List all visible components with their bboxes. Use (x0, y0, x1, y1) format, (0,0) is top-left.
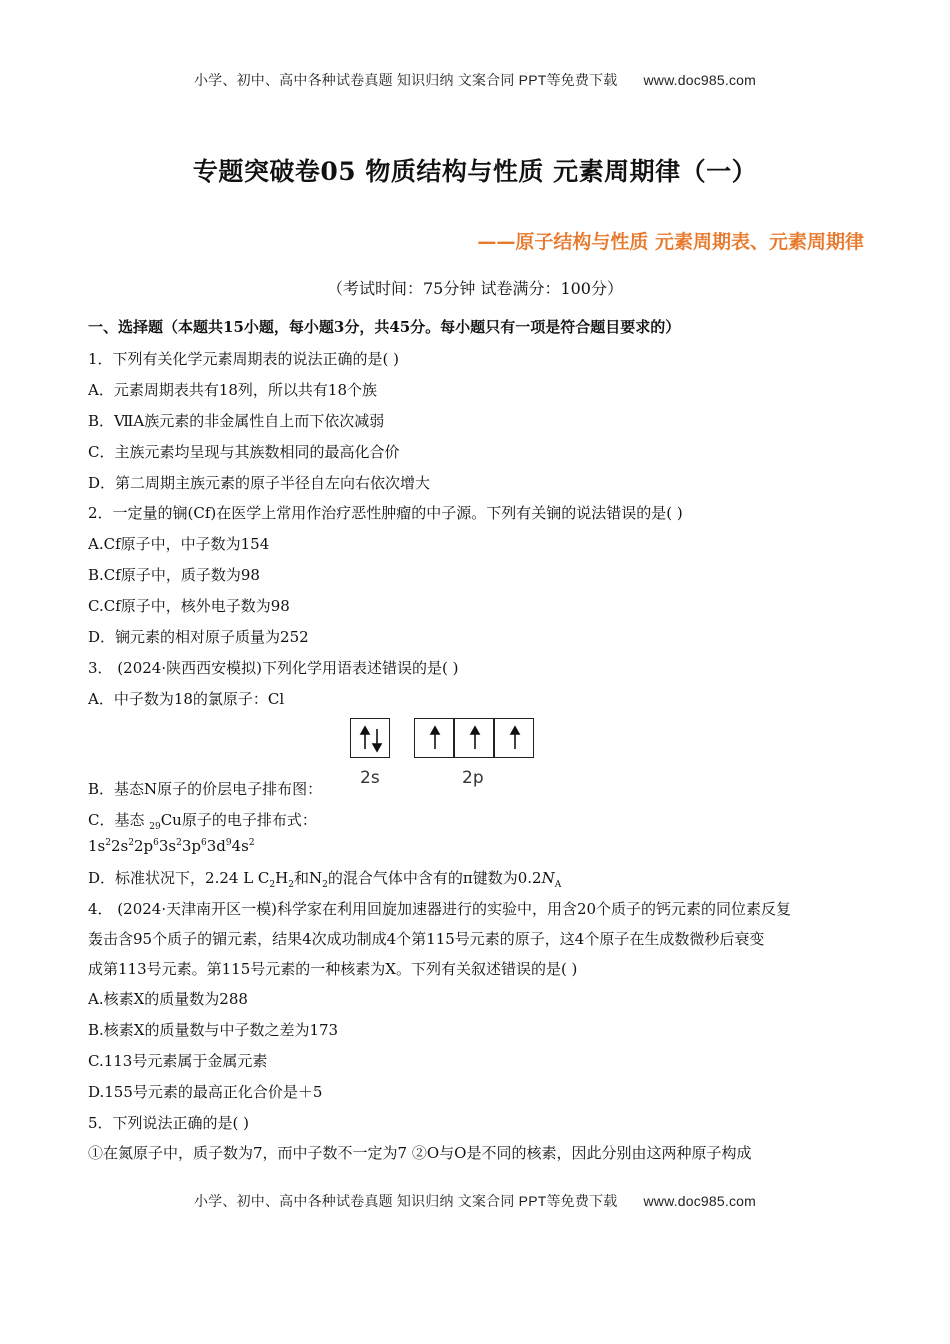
orbital-box-2s (350, 718, 390, 758)
q2-option-d: D．锎元素的相对原子质量为252 (88, 628, 309, 646)
config-part: 3s (158, 837, 177, 855)
page-header (0, 70, 950, 90)
q3-option-b: B．基态N原子的价层电子排布图： (88, 780, 323, 798)
arrow-up-icon (471, 727, 479, 749)
arrow-up-icon (511, 727, 519, 749)
subscript: 2 (322, 880, 328, 890)
exam-info: （考试时间：75分钟 试卷满分：100分） (327, 279, 623, 298)
footer-site-link[interactable]: www.doc985.com (643, 1193, 757, 1209)
config-exp: 2 (176, 838, 182, 848)
q3-c-text: C．基态 (88, 811, 150, 829)
q5-stem: 5．下列说法正确的是( ) (88, 1114, 250, 1132)
q1-option-a: A．元素周期表共有18列，所以共有18个族 (88, 381, 378, 399)
config-part: 3p (181, 837, 201, 855)
config-exp: 2 (105, 838, 111, 848)
q3-d-text: D．标准状况下，2.24 L C (88, 869, 270, 887)
q1-stem: 1．下列有关化学元素周期表的说法正确的是( ) (88, 350, 400, 368)
q3-stem: 3． (2024·陕西西安模拟)下列化学用语表述错误的是( ) (88, 659, 459, 677)
q3-option-c (88, 809, 317, 832)
q4-option-a: A.核素X的质量数为288 (88, 990, 248, 1008)
q4-line-2: 轰击含95个质子的镅元素，结果4次成功制成4个第115号元素的原子，这4个原子在生成数微秒后衰变 (88, 930, 765, 948)
config-exp: 9 (225, 838, 232, 848)
config-part: 1s (88, 837, 106, 855)
q2-option-a: A.Cf原子中，中子数为154 (88, 535, 270, 553)
q1-option-c: C．主族元素均呈现与其族数相同的最高化合价 (88, 443, 400, 461)
orbital-label-2p: 2p (462, 768, 484, 788)
q3-d-text: H (275, 869, 289, 887)
paper-subtitle: ——原子结构与性质 元素周期表、元素周期律 (477, 231, 864, 253)
orbital-box-2p-3 (494, 718, 534, 758)
config-part: 2s (110, 837, 129, 855)
q5-line-1: ①在氮原子中，质子数为7，而中子数不一定为7 ②O与O是不同的核素，因此分别由这两种原子构成 (88, 1144, 752, 1162)
q3-option-d (88, 867, 561, 890)
q1-option-b: B．ⅦA族元素的非金属性自上而下依次减弱 (88, 412, 385, 430)
header-text: 小学、初中、高中各种试卷真题 知识归纳 文案合同 PPT等免费下载 (193, 72, 618, 88)
q2-option-c: C.Cf原子中，核外电子数为98 (88, 597, 290, 615)
q1-option-d: D．第二周期主族元素的原子半径自左向右依次增大 (88, 474, 431, 492)
q3-option-a: A．中子数为18的氯原子：Cl (88, 690, 285, 708)
q4-option-c: C.113号元素属于金属元素 (88, 1052, 268, 1070)
config-exp: 6 (201, 838, 207, 848)
config-part: 2p (133, 837, 154, 855)
config-part: 4s (231, 837, 249, 855)
subscript: A (554, 880, 562, 890)
config-exp: 2 (248, 838, 255, 848)
q3-c-text-2: Cu原子的电子排布式： (160, 811, 317, 829)
q4-option-d: D.155号元素的最高正化合价是＋5 (88, 1083, 323, 1101)
q3-d-text: 和N (293, 869, 323, 887)
atomic-number: 29 (149, 822, 161, 832)
footer-text: 小学、初中、高中各种试卷真题 知识归纳 文案合同 PPT等免费下载 (193, 1193, 618, 1209)
orbital-label-2s: 2s (360, 768, 380, 788)
avogadro-symbol: N (541, 869, 555, 887)
q4-line-1: 4． (2024·天津南开区一模)科学家在利用回旋加速器进行的实验中，用含20个质子的钙元素的同位素反复 (88, 900, 792, 918)
q4-option-b: B.核素X的质量数与中子数之差为173 (88, 1021, 339, 1039)
arrow-up-icon (431, 727, 439, 749)
section-heading: 一、选择题（本题共15小题，每小题3分，共45分。每小题只有一项是符合题目要求的） (88, 318, 681, 336)
q4-line-3: 成第113号元素。第115号元素的一种核素为X。下列有关叙述错误的是( ) (88, 960, 578, 978)
q2-stem: 2．一定量的锎(Cf)在医学上常用作治疗恶性肿瘤的中子源。下列有关锎的说法错误的是( ) (88, 504, 683, 522)
subscript: 2 (269, 880, 276, 890)
header-site-link[interactable]: www.doc985.com (643, 72, 757, 88)
orbital-diagram (350, 718, 550, 798)
q3-d-text: 的混合气体中含有的π键数为0.2 (327, 869, 542, 887)
subscript: 2 (288, 880, 294, 890)
config-part: 3d (206, 837, 226, 855)
arrow-down-icon (373, 729, 381, 751)
orbital-box-2p-1 (414, 718, 454, 758)
arrow-up-icon (361, 727, 369, 749)
config-exp: 2 (128, 838, 134, 848)
config-exp: 6 (153, 838, 159, 848)
orbital-box-2p-2 (454, 718, 494, 758)
paper-title: 专题突破卷05 物质结构与性质 元素周期律（一） (192, 157, 758, 186)
page-footer (0, 1191, 950, 1211)
q2-option-b: B.Cf原子中，质子数为98 (88, 566, 260, 584)
cu-electron-configuration (88, 837, 255, 855)
